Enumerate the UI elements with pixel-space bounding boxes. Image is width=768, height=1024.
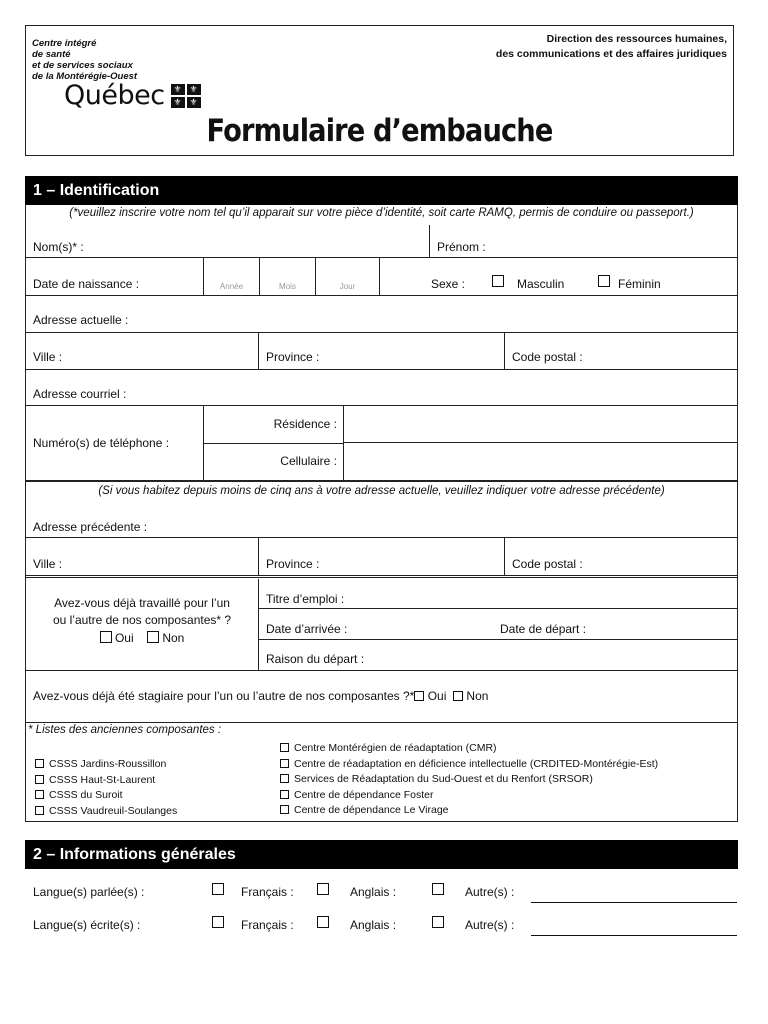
cell-phone-field[interactable] [344,444,737,480]
list-item: Centre de dépendance Le Virage [280,803,658,819]
spoken-francais-checkbox[interactable] [212,883,224,895]
email-field[interactable]: Adresse courriel : [26,370,737,406]
component-checkbox-icon [35,775,44,784]
city-field[interactable]: Ville : [33,350,63,364]
components-list-right [280,741,658,819]
list-item: CSSS Jardins-Roussillon [35,757,177,773]
residence-phone-field[interactable] [344,406,737,443]
birth-month-field[interactable]: Mois [259,258,315,295]
phone-label-cell: Numéro(s) de téléphone : [33,436,170,450]
component-checkbox-icon [280,805,289,814]
previous-employment-row [26,579,737,671]
worked-non-checkbox[interactable] [147,631,159,643]
phone-row [26,406,737,481]
component-checkbox-icon [35,759,44,768]
component-checkbox-icon [35,806,44,815]
job-title-field[interactable]: Titre d’emploi : [259,579,737,609]
list-item: CSSS du Suroit [35,788,177,804]
masculin-checkbox[interactable] [492,275,504,287]
component-checkbox-icon [280,790,289,799]
phone-values-cell [343,406,737,480]
arrival-departure-dates-field[interactable]: Date d’arrivée : Date de départ : [259,609,737,640]
form-header [25,25,734,156]
section-1-heading: 1 – Identification [25,176,738,205]
birth-day-field[interactable]: Jour [315,258,379,295]
form-title: Formulaire d’embauche [206,113,553,149]
quebec-logo: Québec ⚜ ⚜ ⚜ ⚜ [64,80,201,111]
previous-city-field[interactable]: Ville : [33,557,63,571]
city-row [26,333,737,370]
fleur-de-lys-flag-icon: ⚜ ⚜ ⚜ ⚜ [171,84,201,108]
feminin-checkbox[interactable] [598,275,610,287]
written-francais-checkbox[interactable] [212,916,224,928]
list-item: Centre de dépendance Foster [280,788,658,804]
intern-non-checkbox[interactable] [453,691,463,701]
phone-type-cell: Résidence : Cellulaire : [203,406,343,480]
component-checkbox-icon [280,743,289,752]
component-checkbox-icon [280,759,289,768]
province-field[interactable]: Province : [258,333,504,369]
departure-reason-field[interactable]: Raison du départ : [266,652,365,666]
intern-oui-checkbox[interactable] [414,691,424,701]
previous-address-field[interactable]: (Si vous habitez depuis moins de cinq ans à votre adresse actuelle, veuillez indiquer votre adresse précédente) Adresse précédente : [26,481,737,538]
components-list-left [35,757,177,819]
birth-year-field[interactable]: Année [203,258,259,295]
intern-question-row: Avez-vous déjà été stagiaire pour l’un ou l’autre de nos composantes ?* Oui Non [26,671,737,723]
section-2-heading: 2 – Informations générales [25,840,738,869]
current-address-field[interactable]: Adresse actuelle : [26,296,737,333]
organization-name: Centre intégré de santé et de services sociaux de la Montérégie-Ouest [32,38,138,82]
worked-question-cell: Avez-vous déjà travaillé pour l’un ou l’autre de nos composantes* ? Oui Non [52,596,232,645]
birth-date-label-cell: Date de naissance : [33,277,140,291]
previous-city-row [26,538,737,578]
spoken-anglais-checkbox[interactable] [317,883,329,895]
first-name-field[interactable]: Prénom : [429,225,737,257]
list-item: Centre de réadaptation en déficience intellectuelle (CRDITED-Montérégie-Est) [280,757,658,773]
birth-sex-row [26,258,737,296]
list-item: CSSS Haut-St-Laurent [35,773,177,789]
previous-postal-code-field[interactable]: Code postal : [504,538,737,575]
spoken-autre-checkbox[interactable] [432,883,444,895]
list-item: Centre Montérégien de réadaptation (CMR) [280,741,658,757]
employment-details-cell [258,579,737,670]
worked-oui-checkbox[interactable] [100,631,112,643]
component-checkbox-icon [280,774,289,783]
spoken-other-input[interactable] [531,902,737,903]
department-name: Direction des ressources humaines, des communications et des affaires juridiques [495,33,727,60]
list-item: CSSS Vaudreuil-Soulanges [35,804,177,820]
postal-code-field[interactable]: Code postal : [504,333,737,369]
component-checkbox-icon [35,790,44,799]
previous-province-field[interactable]: Province : [258,538,504,575]
written-anglais-checkbox[interactable] [317,916,329,928]
last-name-field[interactable]: Nom(s)* : [33,240,84,254]
sex-cell: Sexe : Masculin Féminin [379,258,737,295]
name-row [26,225,737,258]
list-item: Services de Réadaptation du Sud-Ouest et du Renfort (SRSOR) [280,772,658,788]
written-autre-checkbox[interactable] [432,916,444,928]
components-list-title: * Listes des anciennes composantes : [28,724,222,736]
identity-note: (*veuillez inscrire votre nom tel qu’il apparait sur votre pièce d’identité, soit carte RAMQ, permis de conduire ou passeport.) [69,207,694,219]
identification-section [25,205,738,822]
written-other-input[interactable] [531,935,737,936]
